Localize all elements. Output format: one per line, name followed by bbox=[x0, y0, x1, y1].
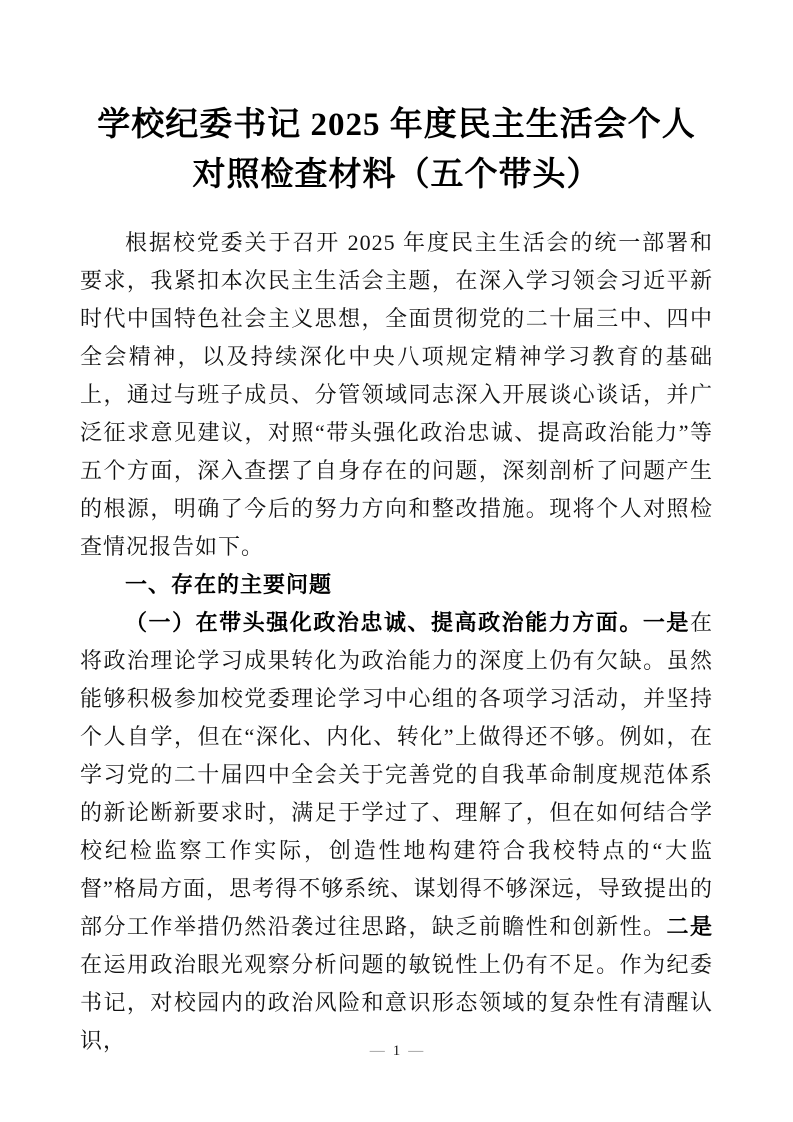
document-title-line-2: 对照检查材料（五个带头） bbox=[192, 157, 601, 193]
footer-dash-right: — bbox=[408, 1043, 424, 1059]
page-number: 1 bbox=[392, 1043, 401, 1059]
subsection-1-paragraph bbox=[80, 604, 713, 1060]
footer-dash-left: — bbox=[369, 1043, 385, 1059]
page-footer bbox=[0, 1042, 793, 1060]
point-2-text: 在运用政治眼光观察分析问题的敏锐性上仍有不足。作为纪委书记，对校园内的政治风险和意识形态领域的复杂性有清醒认识， bbox=[80, 952, 713, 1053]
point-1-text: 在将政治理论学习成果转化为政治能力的深度上仍有欠缺。虽然能够积极参加校党委理论学习中心组的各项学习活动，并坚持个人自学，但在“深化、内化、转化”上做得还不够。例如，在学习党的二十届四中全会关于完善党的自我革命制度规范体系的新论断新要求时，满足于学过了、理解了，但在如何结合学校纪检监察工作实际，创造性地构建符合我校特点的“大监督”格局方面，思考得不够系统、谋划得不够深远，导致提出的部分工作举措仍然沿袭过往思路，缺乏前瞻性和创新性。 bbox=[80, 610, 713, 939]
point-2-label: 二是 bbox=[666, 914, 713, 939]
point-1-label: 一是 bbox=[642, 610, 690, 635]
subsection-1-lead: （一）在带头强化政治忠诚、提高政治能力方面。 bbox=[125, 610, 643, 635]
intro-paragraph: 根据校党委关于召开 2025 年度民主生活会的统一部署和要求，我紧扣本次民主生活会主题，在深入学习领会习近平新时代中国特色社会主义思想，全面贯彻党的二十届三中、四中全会精神，以及持续深化中央八项规定精神学习教育的基础上，通过与班子成员、分管领域同志深入开展谈心谈话，并广泛征求意见建议，对照“带头强化政治忠诚、提高政治能力”等五个方面，深入查摆了自身存在的问题，深刻剖析了问题产生的根源，明确了今后的努力方向和整改措施。现将个人对照检查情况报告如下。 bbox=[80, 230, 713, 559]
document-title-line-1: 学校纪委书记 2025 年度民主生活会个人 bbox=[97, 107, 696, 143]
document-title bbox=[80, 100, 713, 200]
section-heading-problems: 一、存在的主要问题 bbox=[125, 572, 333, 597]
